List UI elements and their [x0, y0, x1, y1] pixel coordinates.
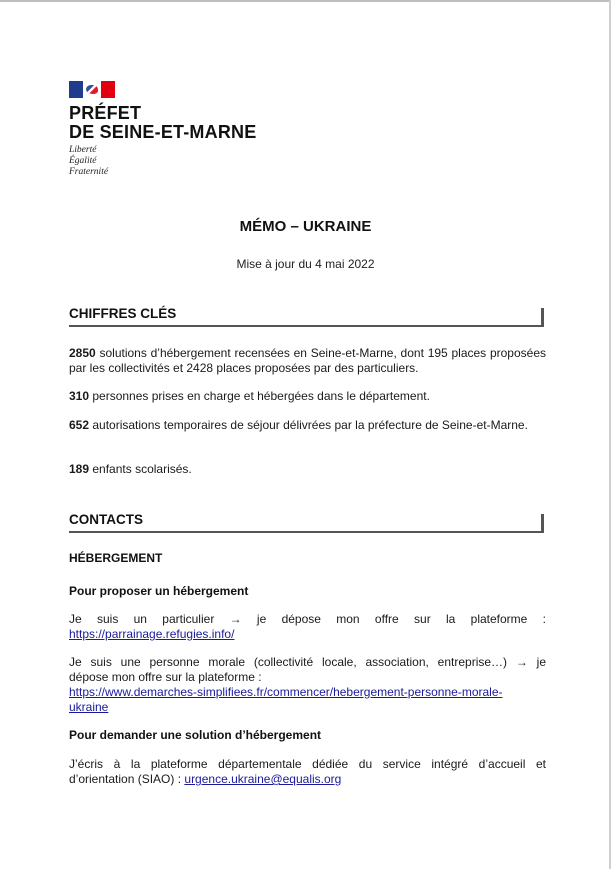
- stat-number: 652: [69, 418, 90, 432]
- link-demarches-simplifiees[interactable]: [69, 685, 546, 715]
- stat-hebergement: [69, 346, 546, 376]
- morale-text-line-2: dépose mon offre sur la plateforme :: [69, 670, 262, 684]
- stat-text: autorisations temporaires de séjour délivrées par la préfecture de Seine-et-Marne.: [89, 418, 528, 432]
- memo-title: MÉMO – UKRAINE: [239, 218, 372, 235]
- stat-autorisations: [69, 418, 546, 433]
- scan-edge-top: [0, 0, 611, 2]
- label-proposer-hebergement: Pour proposer un hébergement: [69, 584, 249, 598]
- link-email-siao[interactable]: urgence.ukraine@equalis.org: [184, 772, 342, 786]
- section-heading: CONTACTS: [69, 512, 143, 527]
- stat-text: personnes prises en charge et hébergées dans le département.: [89, 389, 430, 403]
- stat-enfants: [69, 462, 546, 477]
- siao-text-line-1: J’écris à la plateforme départementale dédiée du service intégré d’accueil et: [69, 757, 546, 771]
- motto-fraternite: Fraternité: [69, 167, 109, 177]
- prefet-line-1: PRÉFET: [69, 103, 142, 123]
- marianne-flag-logo: [69, 81, 115, 98]
- section-rule-end: [541, 514, 544, 533]
- siao-paragraph: [69, 757, 546, 787]
- prefet-title: [69, 104, 329, 142]
- siao-text-line-2: d’orientation (SIAO) :: [69, 772, 185, 786]
- particulier-text: Je suis un particulier → je dépose mon offre sur la plateforme :: [69, 612, 546, 626]
- section-rule: [69, 531, 544, 533]
- motto-egalite: Égalité: [69, 156, 97, 166]
- subheading-hebergement: HÉBERGEMENT: [69, 551, 163, 565]
- update-date: Mise à jour du 4 mai 2022: [236, 257, 375, 271]
- personne-morale-paragraph: [69, 655, 546, 715]
- label-demander-hebergement: Pour demander une solution d’hébergement: [69, 728, 322, 742]
- section-rule-end: [541, 308, 544, 327]
- prefet-line-2: DE SEINE-ET-MARNE: [69, 122, 257, 142]
- stat-number: 2850: [69, 346, 96, 360]
- link-part-1: https://www.demarches-simplifiees.fr/commencer/hebergement-personne-morale-: [69, 685, 503, 699]
- section-rule: [69, 325, 544, 327]
- morale-text-line-1: Je suis une personne morale (collectivité locale, association, entreprise…) → je: [69, 655, 546, 669]
- section-contacts: [69, 512, 544, 527]
- section-heading: CHIFFRES CLÉS: [69, 306, 177, 321]
- motto-liberte: Liberté: [69, 145, 97, 155]
- stat-text: enfants scolarisés.: [89, 462, 192, 476]
- particulier-paragraph: [69, 612, 546, 642]
- stat-personnes: [69, 389, 546, 404]
- stat-number: 310: [69, 389, 90, 403]
- link-part-2: ukraine: [69, 700, 109, 714]
- link-parrainage[interactable]: https://parrainage.refugies.info/: [69, 627, 235, 641]
- stat-text: solutions d’hébergement recensées en Seine-et-Marne, dont 195 places proposées par les collectivités et 2428 places proposées par des particuliers.: [69, 346, 546, 375]
- stat-number: 189: [69, 462, 90, 476]
- section-chiffres-cles: [69, 306, 544, 321]
- republic-motto: [69, 145, 108, 178]
